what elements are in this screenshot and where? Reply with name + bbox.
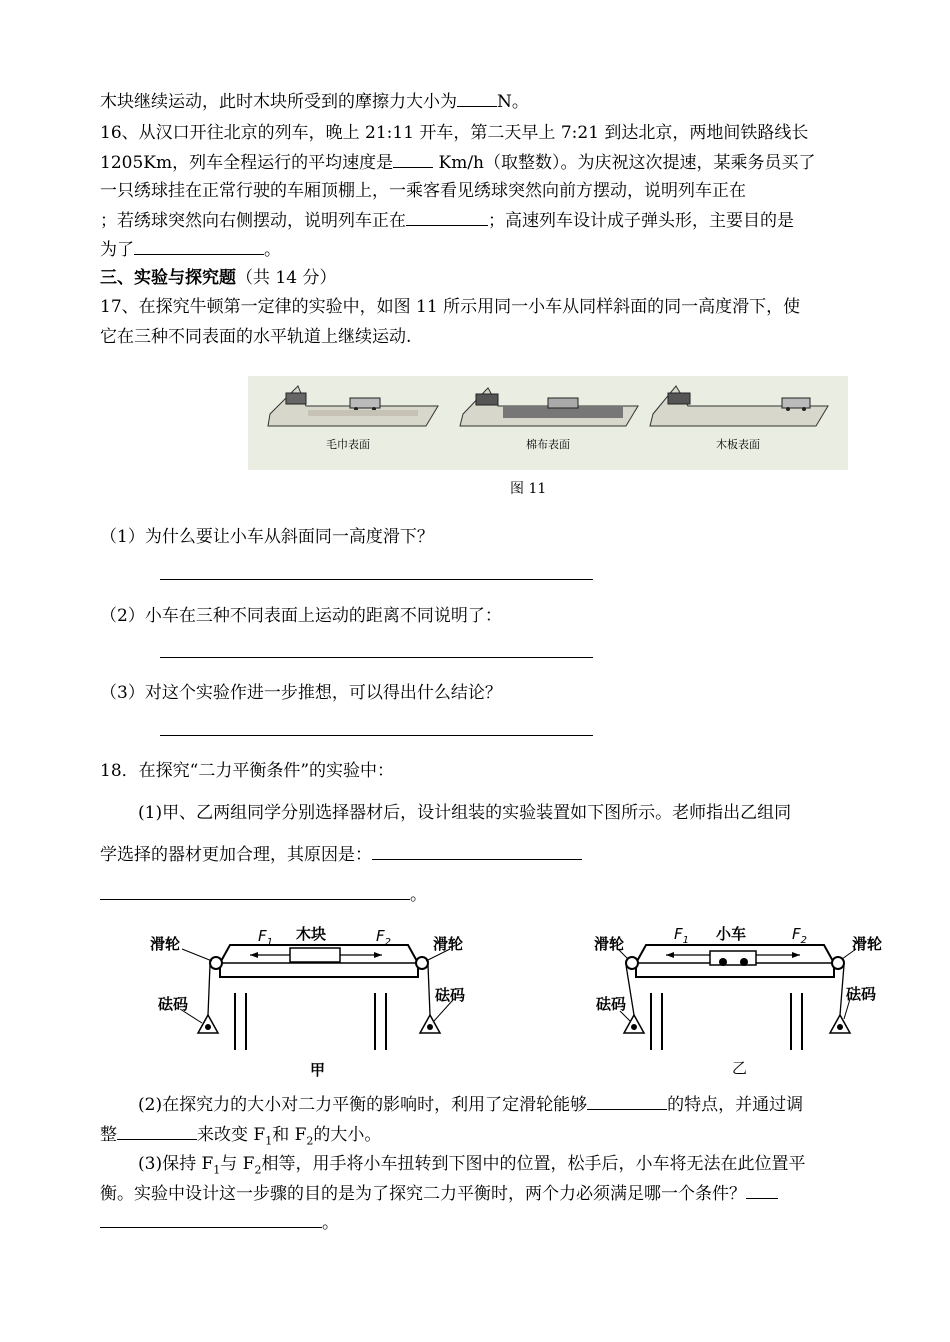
q17-line2: 它在三种不同表面的水平轨道上继续运动. <box>100 327 412 347</box>
label-weight-right-yi: 砝码 <box>846 985 877 1003</box>
label-wood: 木板表面 <box>716 438 760 451</box>
q16-line4: ；若绣球突然向右侧摆动，说明列车正在 ；高速列车设计成子弹头形，主要目的是 <box>100 207 794 234</box>
q16-line1: 16、从汉口开往北京的列车，晚上 21:11 开车，第二天早上 7:21 到达北京，两地间铁路线长 <box>100 123 809 143</box>
q16-motion-blank[interactable] <box>406 207 488 226</box>
q16-speed-blank[interactable] <box>393 149 433 168</box>
label-pulley-left: 滑轮 <box>150 935 181 953</box>
q18-p2-line1: (2)在探究力的大小对二力平衡的影响时，利用了定滑轮能够 的特点，并通过调 <box>138 1091 803 1118</box>
q18-p1-line1: (1)甲、乙两组同学分别选择器材后，设计组装的实验装置如下图所示。老师指出乙组同 <box>138 803 792 823</box>
apparatus-jia <box>150 915 480 1080</box>
q18-condition-blank[interactable] <box>746 1180 778 1199</box>
q18-adjust-blank[interactable] <box>117 1121 197 1140</box>
caption-yi: 乙 <box>732 1059 748 1077</box>
apparatus-yi <box>588 915 888 1080</box>
q16-line5: 为了 。 <box>100 236 281 263</box>
label-cotton: 棉布表面 <box>526 438 570 451</box>
label-cart: 小车 <box>716 925 747 943</box>
label-towel: 毛巾表面 <box>326 438 370 451</box>
label-pulley-right-yi: 滑轮 <box>852 935 883 953</box>
q18-title: 18．在探究“二力平衡条件”的实验中： <box>100 761 395 781</box>
label-f2: $F_2$ <box>376 927 392 948</box>
q18-p3-line3: 。 <box>100 1209 339 1236</box>
q17-sub2-answer-line[interactable] <box>160 657 593 658</box>
q16-line3: 一只绣球挂在正常行驶的车厢顶棚上，一乘客看见绣球突然向前方摆动，说明列车正在 <box>100 181 746 201</box>
q16-line2: 1205Km，列车全程运行的平均速度是 Km/h（取整数）。为庆祝这次提速，某乘务员买了 <box>100 149 816 176</box>
q17-sub1-answer-line[interactable] <box>160 579 593 580</box>
q18-reason-blank-2[interactable] <box>100 881 410 900</box>
q15-tail: 木块继续运动，此时木块所受到的摩擦力大小为 N。 <box>100 88 529 115</box>
q18-condition-blank-2[interactable] <box>100 1209 322 1228</box>
q17-line1: 17、在探究牛顿第一定律的实验中，如图 11 所示用同一小车从同样斜面的同一高度滑下，使 <box>100 297 801 317</box>
q18-p3-line2: 衡。实验中设计这一步骤的目的是为了探究二力平衡时，两个力必须满足哪一个条件？ <box>100 1180 778 1207</box>
figure-11 <box>248 376 848 470</box>
q18-reason-blank[interactable] <box>372 841 582 860</box>
caption-jia: 甲 <box>310 1061 326 1079</box>
q17-sub2: （2）小车在三种不同表面上运动的距离不同说明了： <box>100 606 502 626</box>
label-f2-yi: $F_2$ <box>792 925 808 946</box>
label-pulley-left-yi: 滑轮 <box>594 935 625 953</box>
q17-sub3: （3）对这个实验作进一步推想，可以得出什么结论？ <box>100 683 502 703</box>
label-f1-yi: $F_1$ <box>674 925 690 946</box>
label-weight-left: 砝码 <box>158 995 189 1013</box>
q18-p1-line3: 。 <box>100 881 427 908</box>
label-block: 木块 <box>296 925 327 943</box>
q18-p3-line1: (3)保持 $F_1$与 $F_2$相等，用手将小车扭转到下图中的位置，松手后，小车将无法在此位置平 <box>138 1154 806 1177</box>
q18-pulley-feature-blank[interactable] <box>587 1091 667 1110</box>
q17-sub3-answer-line[interactable] <box>160 735 593 736</box>
q17-sub1: （1）为什么要让小车从斜面同一高度滑下？ <box>100 527 434 547</box>
q18-p2-line2: 整 来改变 $F_1$和 $F_2$的大小。 <box>100 1121 381 1154</box>
label-weight-right: 砝码 <box>435 986 466 1004</box>
q16-purpose-blank[interactable] <box>134 236 264 255</box>
label-weight-left-yi: 砝码 <box>596 995 627 1013</box>
figure-11-caption: 图 11 <box>510 481 547 497</box>
label-pulley-right: 滑轮 <box>433 935 464 953</box>
label-f1: $F_1$ <box>258 927 274 948</box>
section-3-heading: 三、实验与探究题（共 14 分） <box>100 268 337 288</box>
q18-p1-line2: 学选择的器材更加合理，其原因是： <box>100 841 582 868</box>
q15-answer-blank[interactable] <box>457 88 497 107</box>
